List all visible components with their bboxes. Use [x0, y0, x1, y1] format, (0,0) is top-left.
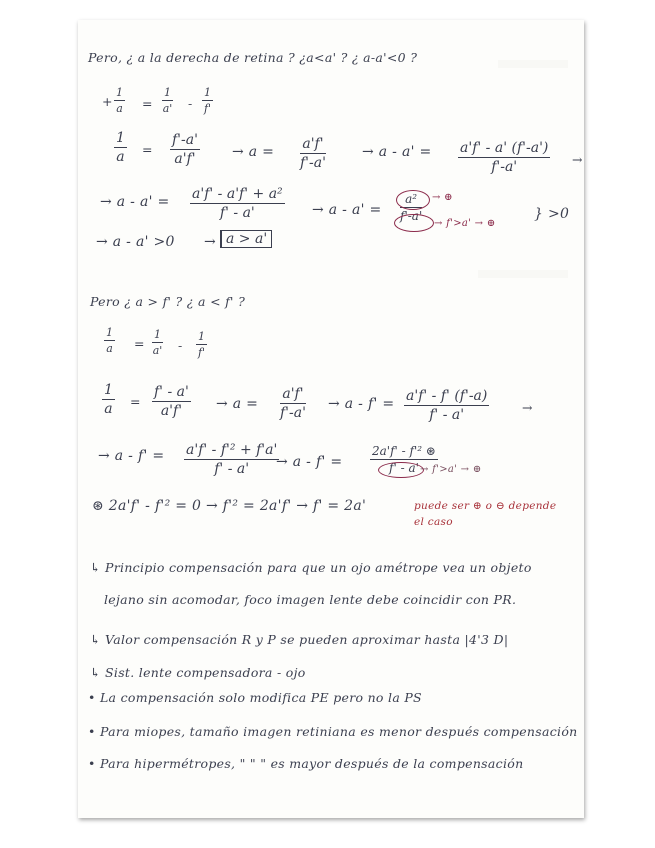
fraction: $\frac{1}{a}$ — [106, 326, 113, 355]
root-equation: ⊛ 2a'f' - f'² = 0 → f'² = 2a'f' → f' = 2a' — [92, 498, 367, 514]
equals: = — [142, 142, 153, 157]
arrow-expression: → a - a' >0 — [96, 234, 175, 250]
bleed-through-mark — [498, 60, 568, 68]
fraction: $\frac{a'f' - a' (f'-a')}{f'-a'}$ — [460, 140, 549, 175]
condition-annotation: → f'>a' → ⊕ — [420, 464, 482, 475]
fraction: $\frac{a'f'}{f'-a'}$ — [280, 386, 306, 421]
minus: - — [188, 96, 193, 111]
boxed-result: a > a' — [220, 230, 272, 248]
fraction: $\frac{\text{a'f' - f'² + f'a'}}{f' - a'}$ — [186, 442, 278, 477]
arrow-expression: → a = — [216, 396, 259, 412]
plus-mark: + — [102, 94, 113, 109]
equals: = — [142, 96, 153, 111]
section2-header: Pero ¿ a > f' ? ¿ a < f' ? — [90, 294, 246, 309]
note-lens-system: ↳ Sist. lente compensadora - ojo — [90, 665, 306, 680]
arrow-expression: → a - a' = — [100, 194, 170, 210]
fraction: $\frac{\text{2a'f' - f'² ⊛}}{f' - a'}$ — [372, 444, 436, 475]
fraction: $\frac{a'f' - f' (f'-a)}{f' - a'}$ — [406, 388, 488, 423]
fraction: $\frac{1}{f'}$ — [203, 86, 212, 115]
bullet-note: • Para miopes, tamaño imagen retiniana es menor después compensación — [88, 724, 578, 739]
arrow: → — [204, 234, 217, 250]
result-brace: } >0 — [534, 206, 570, 222]
fraction: $\frac{1}{a}$ — [116, 86, 123, 115]
arrow-expression: → a - f' = — [328, 396, 395, 412]
fraction: $\frac{f' - a'}{a'f'}$ — [154, 384, 189, 419]
arrow: → — [572, 152, 583, 167]
circle-mark — [396, 190, 430, 210]
equals: = — [134, 336, 145, 351]
arrow-expression: → a = — [232, 144, 275, 160]
red-note: el caso — [414, 516, 453, 528]
red-note: puede ser ⊕ o ⊖ depende — [414, 500, 557, 512]
bleed-through-mark — [478, 270, 568, 278]
fraction: $\frac{f'-a'}{a'f'}$ — [172, 132, 198, 167]
circle-mark — [394, 214, 434, 232]
fraction: $\frac{\text{a'f' - a'f' + a²}}{f' - a'}$ — [192, 186, 283, 221]
fraction: $\frac{1}{a}$ — [104, 382, 113, 417]
arrow: → — [522, 400, 533, 415]
fraction: $\frac{1}{a'}$ — [162, 86, 173, 115]
bullet-note: • La compensación solo modifica PE pero no la PS — [88, 690, 422, 705]
note-principle-cont: lejano sin acomodar, foco imagen lente debe coincidir con PR. — [104, 592, 517, 607]
note-principle: ↳ Principio compensación para que un ojo amétrope vea un objeto — [90, 560, 532, 575]
circle-mark — [378, 462, 424, 478]
handwritten-page — [78, 20, 584, 818]
positive-annotation: → ⊕ — [432, 192, 453, 203]
fraction: $\frac{\text{a²}}{f'-a'}$ — [400, 192, 423, 223]
arrow-expression: → a - f' = — [276, 454, 343, 470]
fraction: $\frac{1}{a'}$ — [152, 328, 163, 357]
condition-annotation: → f'>a' → ⊕ — [434, 218, 496, 229]
minus: - — [178, 338, 183, 353]
equals: = — [130, 394, 141, 409]
fraction: $\frac{1}{f'}$ — [197, 330, 206, 359]
section1-header: Pero, ¿ a la derecha de retina ? ¿a<a' ? ¿ a-a'<0 ? — [88, 50, 418, 65]
bullet-note: • Para hipermétropes, " " " es mayor después de la compensación — [88, 756, 524, 771]
fraction: $\frac{1}{a}$ — [116, 130, 125, 165]
arrow-expression: → a - f' = — [98, 448, 165, 464]
note-compensation-value: ↳ Valor compensación R y P se pueden aproximar hasta |4'3 D| — [90, 632, 509, 647]
arrow-expression: → a - a' = — [312, 202, 382, 218]
fraction: $\frac{a'f'}{f'-a'}$ — [300, 136, 326, 171]
arrow-expression: → a - a' = — [362, 144, 432, 160]
